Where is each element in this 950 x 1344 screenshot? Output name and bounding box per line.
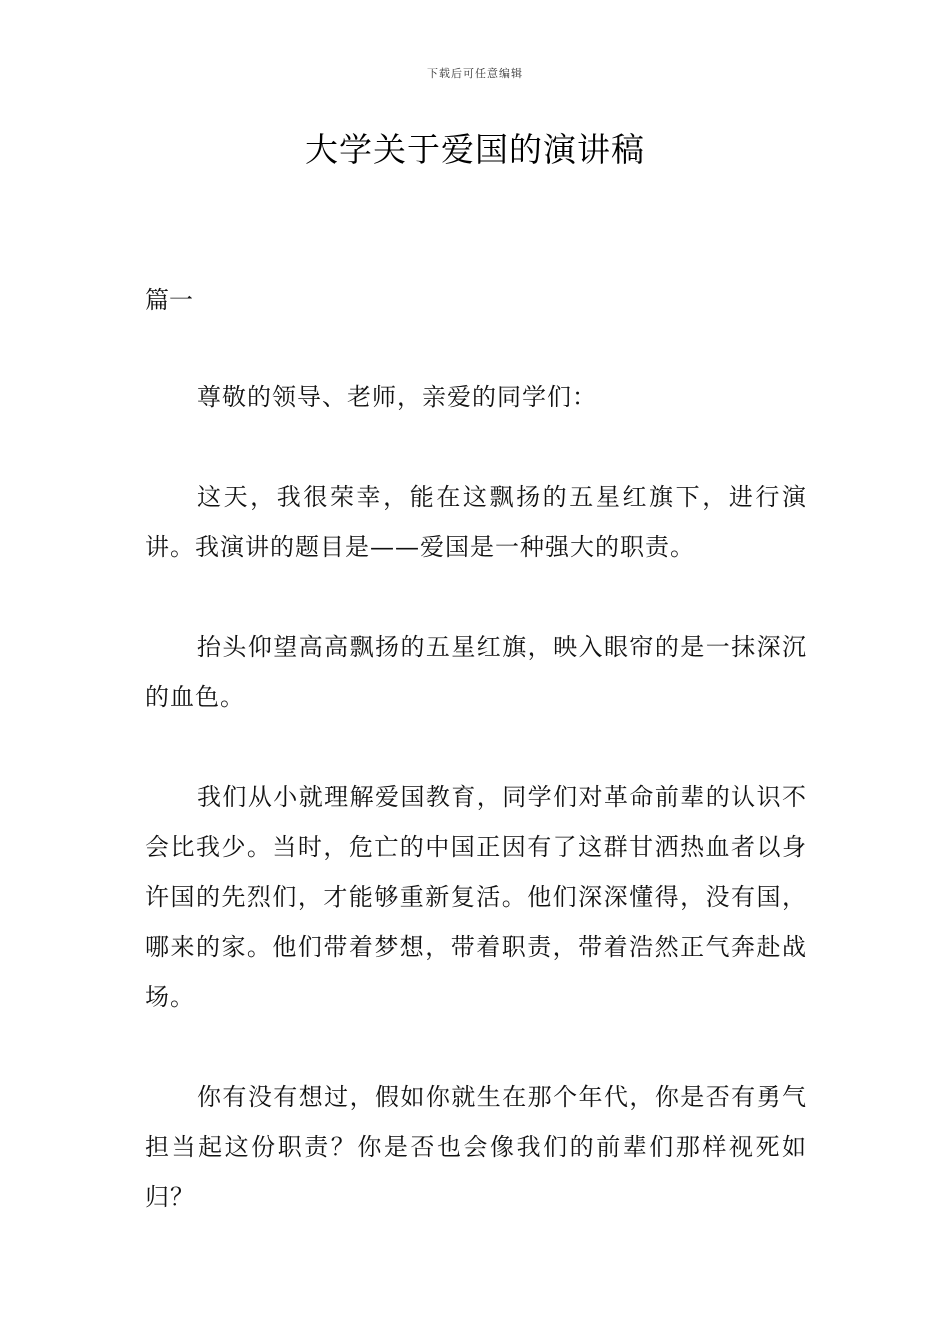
section-label: 篇一 <box>145 286 193 314</box>
paragraph: 你有没有想过，假如你就生在那个年代，你是否有勇气担当起这份职责？你是否也会像我们的前辈们那样视死如归？ <box>145 1083 807 1211</box>
paragraph: 这天，我很荣幸，能在这飘扬的五星红旗下，进行演讲。我演讲的题目是——爱国是一种强大的职责。 <box>145 483 807 561</box>
document-body <box>145 372 807 1272</box>
document-title: 大学关于爱国的演讲稿 <box>305 130 645 169</box>
paragraph-salutation: 尊敬的领导、老师，亲爱的同学们： <box>197 383 597 411</box>
paragraph: 我们从小就理解爱国教育，同学们对革命前辈的认识不会比我少。当时，危亡的中国正因有了这群甘洒热血者以身许国的先烈们，才能够重新复活。他们深深懂得，没有国，哪来的家。他们带着梦想，带着职责，带着浩然正气奔赴战场。 <box>145 783 807 1011</box>
paragraph: 抬头仰望高高飘扬的五星红旗，映入眼帘的是一抹深沉的血色。 <box>145 633 807 711</box>
header-note: 下载后可任意编辑 <box>427 67 523 80</box>
